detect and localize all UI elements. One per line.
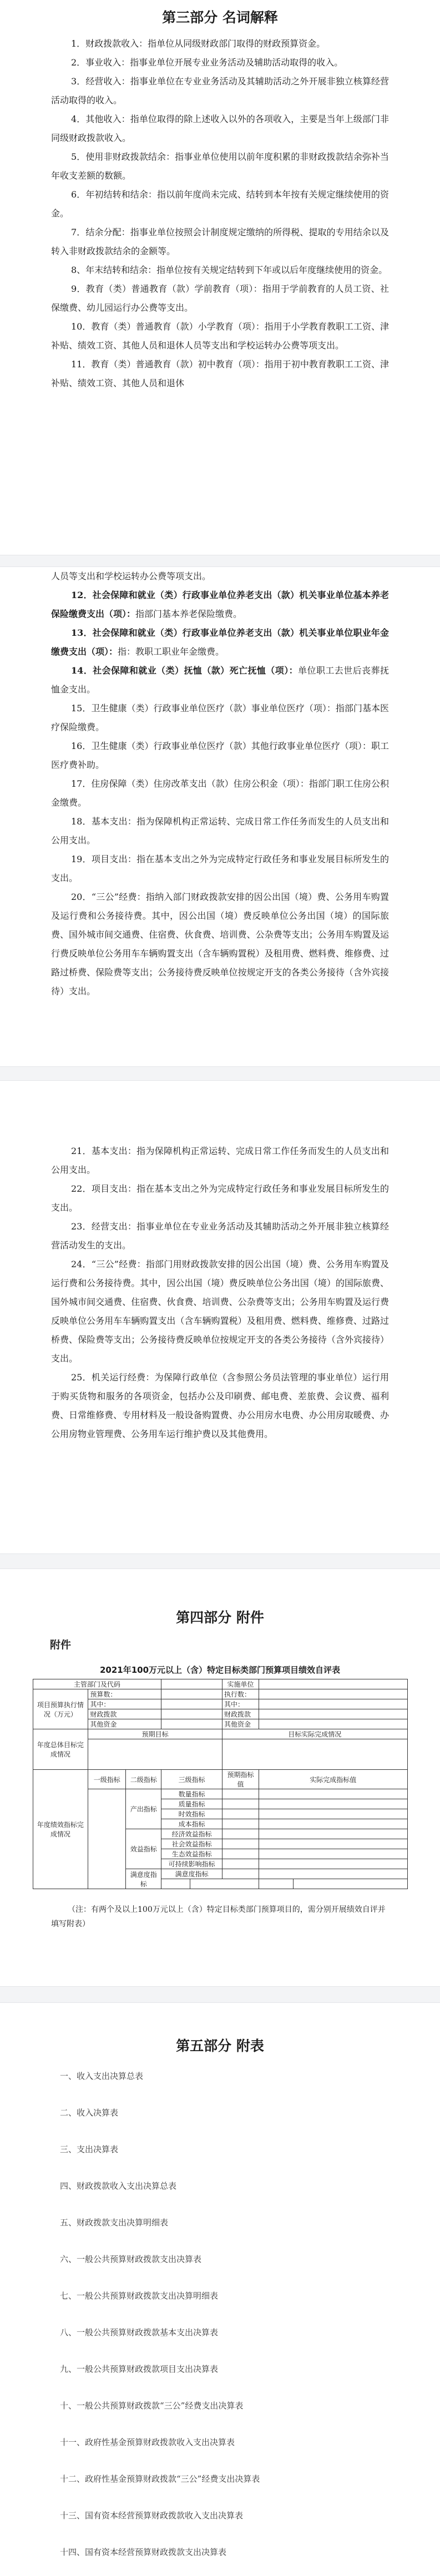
table-cell: 满意度指标 bbox=[126, 1869, 161, 1889]
table-cell bbox=[259, 1809, 407, 1819]
paragraph bbox=[51, 624, 389, 661]
bold-term: 13．社会保障和就业（类）行政事业单位养老支出（款）机关事业单位职业年金缴费支出（项）： bbox=[51, 627, 389, 657]
table-cell bbox=[161, 1719, 222, 1729]
schedule-item: 二、收入决算表 bbox=[60, 2108, 119, 2118]
table-row bbox=[33, 1739, 407, 1770]
table-cell bbox=[222, 1869, 259, 1879]
paragraph: 10．教育（类）普通教育（款）小学教育（项）：指用于小学教育教职工工资、津补贴、绩效工资、其他人员和退休人员等支出和学校运转办公费等项支出。 bbox=[51, 321, 389, 351]
table-cell bbox=[161, 1879, 190, 1889]
paragraph: 17．住房保障（类）住房改革支出（款）住房公积金（项）：指部门职工住房公积金缴费。 bbox=[51, 778, 389, 808]
paragraph: 23．经营支出：指事业单位在专业业务活动及其辅助活动之外开展非独立核算经营活动发生的支出。 bbox=[51, 1221, 389, 1251]
table-row bbox=[33, 1789, 407, 1799]
table-cell: 三级指标 bbox=[161, 1770, 222, 1789]
table-cell bbox=[222, 1849, 259, 1859]
part5-title: 第五部分 附表 bbox=[176, 2038, 264, 2054]
page-5 bbox=[0, 2003, 440, 2576]
table-cell: 财政拨款 bbox=[88, 1709, 161, 1719]
table-note: （注：有两个及以上100万元以上（含）特定目标类部门预算项目的，需分别开展绩效自评并填写附表） bbox=[51, 1905, 386, 1929]
page-2 bbox=[0, 567, 440, 1066]
paragraph: 6．年初结转和结余：指以前年度尚未完成、结转到本年按有关规定继续使用的资金。 bbox=[51, 189, 389, 219]
table-cell bbox=[259, 1879, 293, 1889]
page-gap bbox=[0, 555, 440, 567]
table-cell bbox=[161, 1679, 222, 1689]
table-row bbox=[33, 1770, 407, 1789]
paragraph: 人员等支出和学校运转办公费等项支出。 bbox=[51, 571, 211, 581]
table-cell bbox=[161, 1699, 222, 1709]
table-row bbox=[33, 1679, 407, 1689]
table-cell: 社会效益指标 bbox=[161, 1839, 222, 1849]
paragraph: 5．使用非财政拨款结余：指事业单位使用以前年度积累的非财政拨款结余弥补当年收支差额的数额。 bbox=[51, 151, 389, 181]
paragraph: 19．项目支出：指在基本支出之外为完成特定行政任务和事业发展目标所发生的支出。 bbox=[51, 854, 389, 883]
table-cell bbox=[88, 1789, 126, 1889]
table-cell bbox=[259, 1679, 407, 1689]
paragraph: 22．项目支出：指在基本支出之外为完成特定行政任务和事业发展目标所发生的支出。 bbox=[51, 1183, 389, 1213]
bold-term: 14．社会保障和就业（类）抚恤（款）死亡抚恤（项）： bbox=[71, 665, 299, 676]
table-cell bbox=[259, 1859, 407, 1869]
schedule-item: 一、收入支出决算总表 bbox=[60, 2071, 144, 2081]
table-row bbox=[33, 1689, 407, 1699]
paragraph bbox=[51, 586, 389, 624]
table-row bbox=[33, 1729, 407, 1739]
schedule-item: 九、一般公共预算财政拨款项目支出决算表 bbox=[60, 2364, 219, 2374]
table-cell bbox=[222, 1789, 259, 1799]
table-cell bbox=[259, 1709, 407, 1719]
table-cell bbox=[259, 1689, 407, 1699]
table-cell: 预算数： bbox=[88, 1689, 161, 1699]
page-gap bbox=[0, 1066, 440, 1081]
page-4 bbox=[0, 1569, 440, 1986]
page-gap bbox=[0, 1986, 440, 2003]
schedule-item: 三、支出决算表 bbox=[60, 2144, 119, 2154]
schedule-item: 七、一般公共预算财政拨款支出决算明细表 bbox=[60, 2291, 219, 2301]
table-cell: 实际完成指标值 bbox=[259, 1770, 407, 1789]
schedule-item: 十三、国有资本经营预算财政拨款收入支出决算表 bbox=[60, 2511, 244, 2521]
paragraph: 9．教育（类）普通教育（款）学前教育（项）：指用于学前教育的人员工资、社保缴费、幼儿园运行办公费等支出。 bbox=[51, 284, 389, 313]
table-cell bbox=[293, 1879, 407, 1889]
paragraph: 16．卫生健康（类）行政事业单位医疗（款）其他行政事业单位医疗（项）：职工医疗费补助。 bbox=[51, 741, 389, 770]
table-cell bbox=[222, 1839, 259, 1849]
table-cell: 时效指标 bbox=[161, 1809, 222, 1819]
paragraph: 1．财政拨款收入：指单位从同级财政部门取得的财政预算资金。 bbox=[71, 38, 326, 49]
paragraph: 2．事业收入：指事业单位开展专业业务活动及辅助活动取得的收入。 bbox=[71, 57, 343, 68]
table-cell bbox=[259, 1799, 407, 1809]
page-1 bbox=[0, 0, 440, 555]
paragraph: 18．基本支出：指为保障机构正常运转、完成日常工作任务而发生的人员支出和公用支出。 bbox=[51, 816, 389, 846]
schedule-item: 十一、政府性基金预算财政拨款收入支出决算表 bbox=[60, 2437, 235, 2447]
table-cell: 其他资金 bbox=[222, 1719, 259, 1729]
performance-table bbox=[33, 1679, 408, 1889]
schedule-item: 十二、政府性基金预算财政拨款“三公”经费支出决算表 bbox=[60, 2474, 260, 2484]
table-cell: 质量指标 bbox=[161, 1799, 222, 1809]
table-cell bbox=[161, 1689, 222, 1699]
table-cell: 主管部门及代码 bbox=[33, 1679, 161, 1689]
table-cell: 年度绩效指标完成情况 bbox=[33, 1770, 88, 1889]
table-cell bbox=[222, 1809, 259, 1819]
paragraph: 25．机关运行经费：为保障行政单位（含参照公务员法管理的事业单位）运行用于购买货物和服务的各项资金，包括办公及印刷费、邮电费、差旅费、会议费、福利费、日常维修费、专用材料及一般设备购置费、办公用房水电费、办公用房取暖费、办公用房物业管理费、公务用车运行维护费以及其他费用。 bbox=[51, 1372, 389, 1439]
part4-title: 第四部分 附件 bbox=[176, 1610, 264, 1626]
table-cell bbox=[88, 1739, 222, 1770]
table-cell bbox=[259, 1869, 407, 1879]
table-cell bbox=[222, 1829, 259, 1839]
paragraph: 11．教育（类）普通教育（款）初中教育（项）：指用于初中教育教职工工资、津补贴、绩效工资、其他人员和退休 bbox=[51, 359, 389, 388]
table-cell bbox=[259, 1829, 407, 1839]
table-cell bbox=[222, 1739, 407, 1770]
definition: 指：教职工职业年金缴费。 bbox=[118, 646, 225, 657]
table-title: 2021年100万元以上（含）特定目标类部门预算项目绩效自评表 bbox=[99, 1665, 341, 1675]
schedule-item: 五、财政拨款支出决算明细表 bbox=[60, 2218, 169, 2228]
table-cell bbox=[222, 1859, 259, 1869]
table-cell: 二级指标 bbox=[126, 1770, 161, 1789]
table-cell: 年度总体目标完成情况 bbox=[33, 1729, 88, 1770]
table-cell bbox=[259, 1819, 407, 1829]
table-cell bbox=[161, 1709, 222, 1719]
paragraph: 7．结余分配：指事业单位按照会计制度规定缴纳的所得税、提取的专用结余以及转入非财政拨款结余的金额等。 bbox=[51, 227, 389, 256]
bold-term: 12．社会保障和就业（类）行政事业单位养老支出（款）机关事业单位基本养老保险缴费支出（项）： bbox=[51, 590, 389, 619]
table-cell: 实施单位 bbox=[222, 1679, 259, 1689]
table-cell: 数量指标 bbox=[161, 1789, 222, 1799]
table-cell: 预期指标值 bbox=[222, 1770, 259, 1789]
paragraph bbox=[51, 661, 389, 699]
page-gap bbox=[0, 1553, 440, 1569]
table-cell bbox=[259, 1839, 407, 1849]
table-cell bbox=[259, 1849, 407, 1859]
table-cell: 其他资金 bbox=[88, 1719, 161, 1729]
table-cell: 执行数： bbox=[222, 1689, 259, 1699]
table-cell: 效益指标 bbox=[126, 1829, 161, 1869]
paragraph: 21．基本支出：指为保障机构正常运转、完成日常工作任务而发生的人员支出和公用支出。 bbox=[51, 1146, 389, 1175]
paragraph: 8、年末结转和结余：指单位按有关规定结转到下年或以后年度继续使用的资金。 bbox=[71, 265, 388, 275]
table-cell: 目标实际完成情况 bbox=[222, 1729, 407, 1739]
schedule-item: 十四、国有资本经营预算财政拨款支出决算表 bbox=[60, 2547, 227, 2557]
table-cell: 预期目标 bbox=[88, 1729, 222, 1739]
page-3 bbox=[0, 1081, 440, 1553]
table-row bbox=[33, 1719, 407, 1729]
table-cell: 满意度指标 bbox=[161, 1869, 222, 1879]
table-row bbox=[33, 1699, 407, 1709]
table-cell bbox=[259, 1789, 407, 1799]
table-cell bbox=[222, 1819, 259, 1829]
table-cell bbox=[259, 1719, 407, 1729]
table-cell: 产出指标 bbox=[126, 1789, 161, 1829]
table-cell: 财政拨款 bbox=[222, 1709, 259, 1719]
table-cell: 可持续影响指标 bbox=[161, 1859, 222, 1869]
paragraph: 20．“三公”经费：指纳入部门财政拨款安排的因公出国（境）费、公务用车购置及运行费和公务接待费。其中，因公出国（境）费反映单位公务出国（境）的国际旅费、国外城市间交通费、住宿费、伙食费、培训费、公杂费等支出；公务用车购置及运行费反映单位公务用车车辆购置支出（含车辆购置税）及租用费、燃料费、维修费、过路过桥费、保险费等支出；公务接待费反映单位按规定开支的各类公务接待（含外宾接待）支出。 bbox=[51, 892, 389, 996]
definition: 指部门基本养老保险缴费。 bbox=[135, 609, 242, 619]
paragraph: 4．其他收入：指单位取得的除上述收入以外的各项收入，主要是当年上级部门非同级财政拨款收入。 bbox=[51, 114, 389, 143]
table-cell: 生态效益指标 bbox=[161, 1849, 222, 1859]
table-cell: 其中： bbox=[222, 1699, 259, 1709]
table-cell: 项目预算执行情况（万元） bbox=[33, 1689, 88, 1729]
schedule-item: 四、财政拨款收入支出决算总表 bbox=[60, 2181, 177, 2191]
table-row bbox=[33, 1709, 407, 1719]
attachment-label: 附件 bbox=[50, 1639, 72, 1651]
schedule-item: 六、一般公共预算财政拨款支出决算表 bbox=[60, 2254, 202, 2264]
table-cell bbox=[259, 1699, 407, 1709]
paragraph: 24．“三公”经费：指部门用财政拨款安排的因公出国（境）费、公务用车购置及运行费和公务接待费。其中，因公出国（境）费反映单位公务出国（境）的国际旅费、国外城市间交通费、住宿费、伙食费、培训费、公杂费等支出；公务用车购置及运行费反映单位公务用车车辆购置支出（含车辆购置税）及租用费、燃料费、维修费、过路过桥费、保险费等支出；公务接待费反映单位按规定开支的各类公务接待（含外宾接待）支出。 bbox=[51, 1259, 389, 1364]
paragraph: 3．经营收入：指事业单位在专业业务活动及其辅助活动之外开展非独立核算经营活动取得的收入。 bbox=[51, 76, 389, 105]
table-cell: 其中： bbox=[88, 1699, 161, 1709]
table-cell: 经济效益指标 bbox=[161, 1829, 222, 1839]
schedule-item: 十、一般公共预算财政拨款“三公”经费支出决算表 bbox=[60, 2401, 244, 2411]
table-cell bbox=[190, 1879, 259, 1889]
paragraph: 15．卫生健康（类）行政事业单位医疗（款）事业单位医疗（项）：指部门基本医疗保险缴费。 bbox=[51, 703, 389, 732]
definition: 单位职工去世后丧葬抚恤金支出。 bbox=[51, 665, 389, 695]
part3-title: 第三部分 名词解释 bbox=[162, 9, 278, 26]
table-cell: 一级指标 bbox=[88, 1770, 126, 1789]
schedule-item: 八、一般公共预算财政拨款基本支出决算表 bbox=[60, 2327, 219, 2337]
table-cell bbox=[222, 1799, 259, 1809]
table-cell: 成本指标 bbox=[161, 1819, 222, 1829]
